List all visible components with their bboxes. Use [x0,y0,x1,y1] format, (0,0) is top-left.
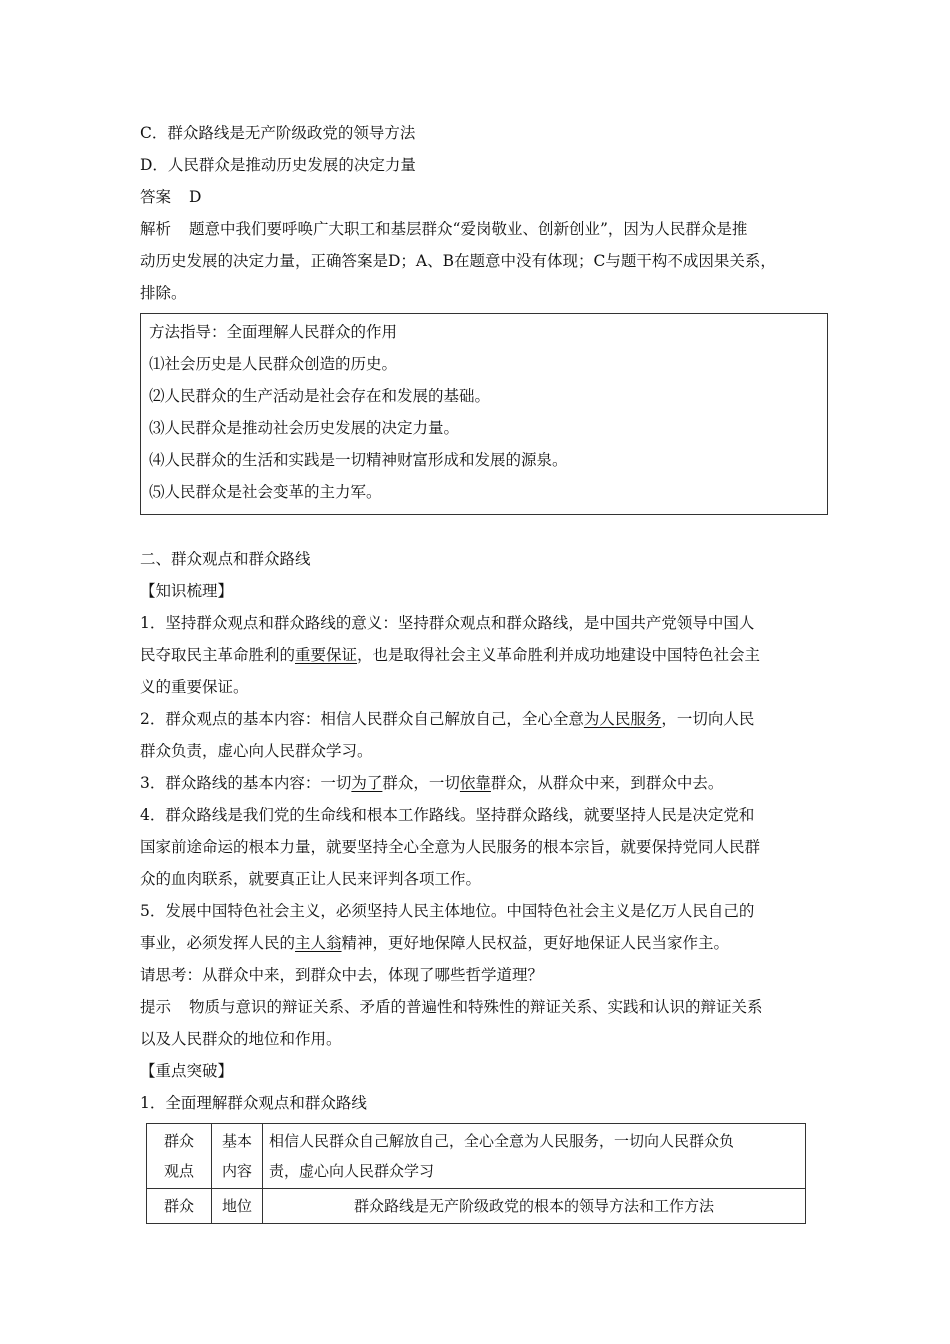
key-item-1: 1．全面理解群众观点和群众路线 [140,1094,367,1112]
analysis-label: 解析 [140,220,172,238]
point-1-line-3: 义的重要保证。 [140,678,249,696]
point-2-line-2: 群众负责，虚心向人民群众学习。 [140,742,373,760]
point-4-line-3: 众的血肉联系，就要真正让人民来评判各项工作。 [140,870,482,888]
table-row [147,1124,806,1189]
table-cell [212,1124,263,1189]
analysis-text-1: 题意中我们要呼唤广大职工和基层群众“爱岗敬业、创新创业”，因为人民群众是推 [189,220,748,238]
method-guide-item: ⑶人民群众是推动社会历史发展的决定力量。 [149,419,460,437]
point-5-line-2 [140,927,830,959]
table-cell: 地位 [212,1189,263,1224]
point-2-line-1 [140,703,830,735]
point-4-line-2: 国家前途命运的根本力量，就要坚持全心全意为人民服务的根本宗旨，就要保持党同人民群 [140,838,761,856]
point-3-underlined: 依靠 [459,774,491,792]
knowledge-label: 【知识梳理】 [140,582,234,600]
cell-text: 观点 [163,1162,194,1180]
table-cell: 群众路线是无产阶级政党的根本的领导方法和工作方法 [263,1189,806,1224]
table-row [147,1189,806,1224]
method-guide-item: ⑷人民群众的生活和实践是一切精神财富形成和发展的源泉。 [149,451,568,469]
method-guide-item: ⑴社会历史是人民群众创造的历史。 [149,355,398,373]
analysis-line-1 [140,213,830,245]
method-guide-item: ⑸人民群众是社会变革的主力军。 [149,483,382,501]
point-3-underlined: 为了 [351,774,383,792]
table-cell [263,1124,806,1189]
point-4-line-1: 4．群众路线是我们党的生命线和根本工作路线。坚持群众路线，就要坚持人民是决定党和 [140,806,755,824]
analysis-line-2: 动历史发展的决定力量，正确答案是D；A、B在题意中没有体现；C与题干构不成因果关系， [140,252,776,270]
method-guide-box [140,313,828,515]
document-page [140,117,830,1224]
point-3-text: 3．群众路线的基本内容：一切 [140,774,352,792]
point-3-text: 群众，一切 [382,774,460,792]
think-question: 请思考：从群众中来，到群众中去，体现了哪些哲学道理？ [140,966,544,984]
cell-text: 责，虚心向人民群众学习 [269,1162,435,1180]
point-2-text: 2．群众观点的基本内容：相信人民群众自己解放自己，全心全意 [140,710,584,728]
method-guide-item: ⑵人民群众的生产活动是社会存在和发展的基础。 [149,387,491,405]
method-guide-title: 方法指导：全面理解人民群众的作用 [149,323,398,341]
hint-text: 物质与意识的辩证关系、矛盾的普遍性和特殊性的辩证关系、实践和认识的辩证关系 [189,998,763,1016]
answer-label: 答案 [140,188,172,206]
point-2-underlined: 为人民服务 [583,710,662,728]
point-2-text: ，一切向人民 [661,710,755,728]
point-3 [140,767,830,799]
point-5-underlined: 主人翁 [295,934,342,952]
hint-line-1 [140,991,830,1023]
cell-text: 基本 [221,1132,252,1150]
point-1-underlined: 重要保证 [295,646,358,664]
answer-line [140,181,830,213]
point-5-text: 精神，更好地保障人民权益，更好地保证人民当家作主。 [341,934,730,952]
point-1-line-1: 1．坚持群众观点和群众路线的意义：坚持群众观点和群众路线，是中国共产党领导中国人 [140,614,755,632]
point-5-text: 事业，必须发挥人民的 [140,934,296,952]
cell-text: 群众 [163,1132,194,1150]
answer-value: D [189,188,202,206]
point-1-text: 民夺取民主革命胜利的 [140,646,296,664]
table-cell: 群众 [147,1189,212,1224]
hint-label: 提示 [140,998,172,1016]
hint-line-2: 以及人民群众的地位和作用。 [140,1030,342,1048]
cell-text: 相信人民群众自己解放自己，全心全意为人民服务，一切向人民群众负 [269,1132,735,1150]
point-5-line-1: 5．发展中国特色社会主义，必须坚持人民主体地位。中国特色社会主义是亿万人民自己的 [140,902,755,920]
key-label: 【重点突破】 [140,1062,234,1080]
section-heading: 二、群众观点和群众路线 [140,550,311,568]
option-d: D．人民群众是推动历史发展的决定力量 [140,156,416,174]
summary-table [146,1123,806,1224]
point-1-line-2 [140,639,830,671]
option-c: C．群众路线是无产阶级政党的领导方法 [140,124,416,142]
cell-text: 内容 [221,1162,252,1180]
table-cell [147,1124,212,1189]
point-3-text: 群众，从群众中来，到群众中去。 [490,774,724,792]
point-1-text: ，也是取得社会主义革命胜利并成功地建设中国特色社会主 [357,646,761,664]
analysis-line-3: 排除。 [140,284,187,302]
